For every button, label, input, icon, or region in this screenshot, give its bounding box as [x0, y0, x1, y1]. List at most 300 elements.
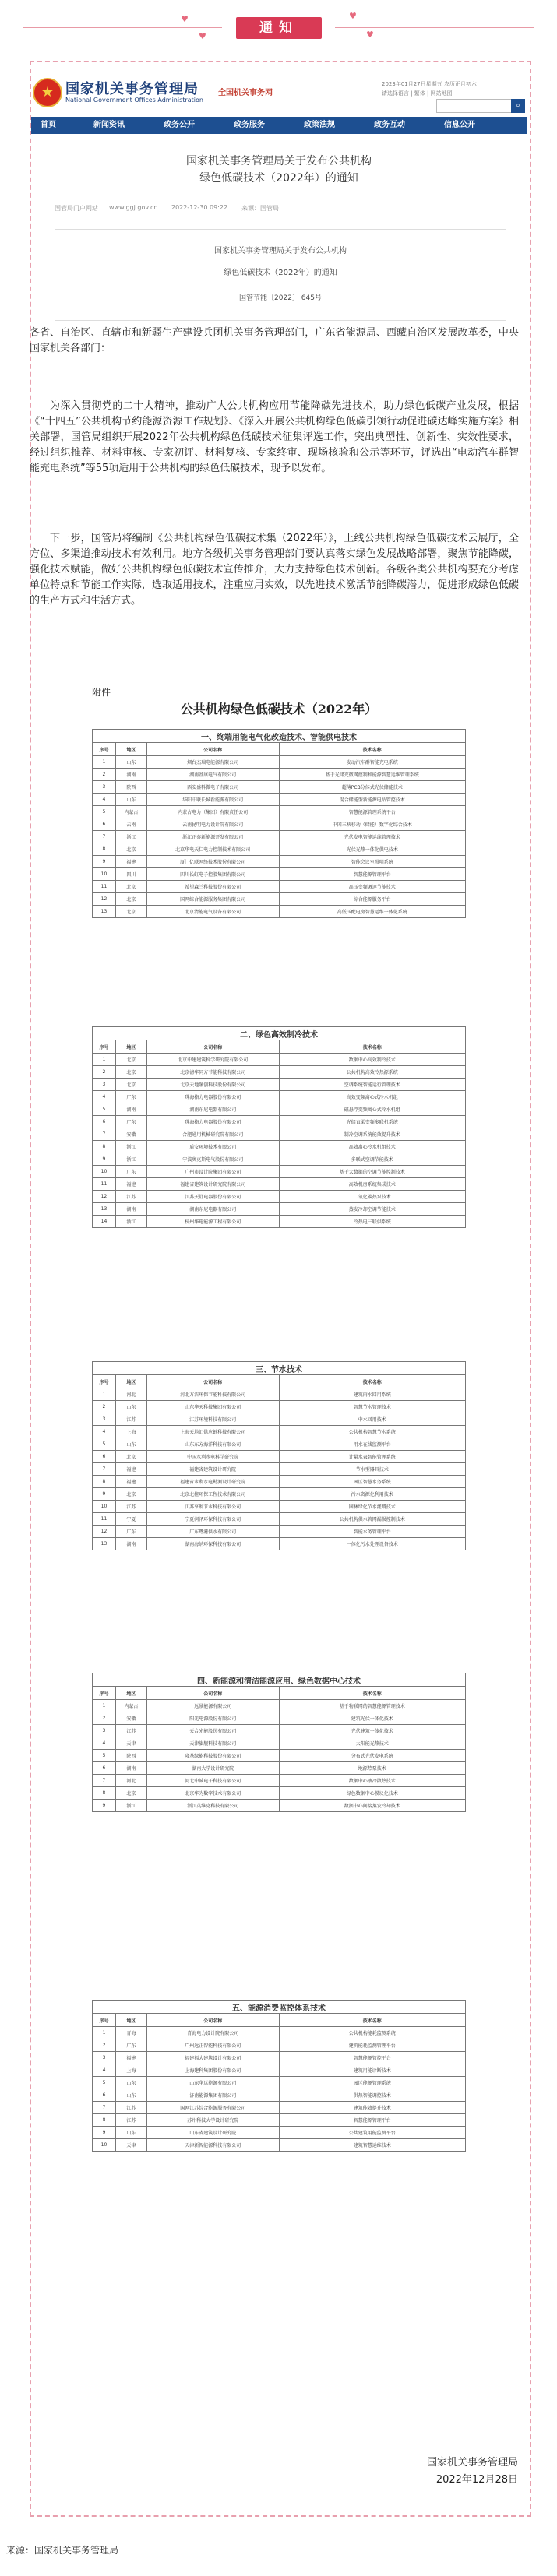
- table-row: [93, 1128, 466, 1141]
- table-cell: 烟台杰瑞电能源有限公司: [146, 756, 279, 769]
- heart-icon: ♥: [349, 11, 357, 21]
- table-cell: 北京: [115, 843, 146, 856]
- table-cell: 浙江: [115, 1800, 146, 1812]
- table-cell: 3: [93, 1413, 116, 1426]
- nav-item-news[interactable]: 新闻资讯: [93, 121, 125, 129]
- table-cell: 3: [93, 1725, 116, 1737]
- table-cell: 上海: [115, 2064, 146, 2077]
- table-cell: 2: [93, 2039, 116, 2052]
- table-row: [93, 1178, 466, 1191]
- table-cell: 安徽: [115, 1712, 146, 1725]
- table-cell: 青海电力设计院有限公司: [146, 2027, 279, 2039]
- table-cell: 基于大数据的空调节能控制技术: [279, 1166, 465, 1178]
- signature-block: [427, 2455, 518, 2489]
- table-cell: 6: [93, 2089, 116, 2102]
- table-cell: 智能水务管理平台: [279, 1526, 465, 1538]
- table-row: [93, 2114, 466, 2127]
- table-cell: 9: [93, 1153, 116, 1166]
- table-cell: 1: [93, 1388, 116, 1401]
- table-cell: 天合光能股份有限公司: [146, 1725, 279, 1737]
- table-cell: 希望森兰科技股份有限公司: [146, 881, 279, 893]
- table-row: [93, 1388, 466, 1401]
- table-cell: 合肥通用机械研究院有限公司: [146, 1128, 279, 1141]
- table-cell: 宁夏润泽环保科技有限公司: [146, 1513, 279, 1526]
- table-cell: 云南: [115, 818, 146, 831]
- nav-item-policy[interactable]: 政策法规: [304, 121, 335, 129]
- table-cell: 光伏建筑一体化技术: [279, 1725, 465, 1737]
- table-cell: 智慧能源管理平台: [279, 2114, 465, 2127]
- table-row: [93, 2064, 466, 2077]
- table-cell: 内蒙古: [115, 1700, 146, 1712]
- table-cell: 5: [93, 806, 116, 818]
- table-cell: 北京中建建筑科学研究院有限公司: [146, 1054, 279, 1066]
- table-row: [93, 1054, 466, 1066]
- table-cell: 2: [93, 769, 116, 781]
- table-cell: 6: [93, 818, 116, 831]
- table-cell: 绿色数据中心模块化技术: [279, 1787, 465, 1800]
- table-row: [93, 1091, 466, 1103]
- heart-icon: ♥: [366, 30, 374, 40]
- table-row: [93, 1426, 466, 1438]
- table-cell: 江苏: [115, 1191, 146, 1203]
- table-cell: 数据中心液冷散热技术: [279, 1775, 465, 1787]
- table-cell: 5: [93, 1750, 116, 1762]
- table-cell: 6: [93, 1116, 116, 1128]
- table-cell: 基于物联网的智慧能源管理技术: [279, 1700, 465, 1712]
- table-cell: 9: [93, 2127, 116, 2139]
- search-input[interactable]: [436, 99, 513, 113]
- table-cell: 发动汽车群智能充电系统: [279, 756, 465, 769]
- table-header-cell: 序号: [93, 1375, 116, 1388]
- table-row: [93, 806, 466, 818]
- table-cell: 山东: [115, 2089, 146, 2102]
- table-cell: 10: [93, 2139, 116, 2152]
- table-cell: 浙江英维克科技有限公司: [146, 1800, 279, 1812]
- table-cell: 智能会议室照明系统: [279, 856, 465, 868]
- table-row: [93, 1191, 466, 1203]
- table-caption: 一、终端用能电气化改造技术、智能供电技术: [93, 730, 466, 743]
- tech-table: [92, 1361, 466, 1550]
- table-cell: 数据中心高效制冷技术: [279, 1054, 465, 1066]
- table-cell: 高效机房系统集成技术: [279, 1178, 465, 1191]
- table-header-cell: 地区: [115, 1375, 146, 1388]
- table-cell: 4: [93, 1426, 116, 1438]
- table-cell: 广东: [115, 1091, 146, 1103]
- table-cell: 山东: [115, 1438, 146, 1451]
- sign-date: 2022年12月28日: [435, 2474, 518, 2486]
- table-cell: 5: [93, 2077, 116, 2089]
- table-cell: 计量水表智能管理系统: [279, 1451, 465, 1463]
- table-cell: 福建: [115, 1463, 146, 1476]
- table-row: [93, 2077, 466, 2089]
- table-cell: 7: [93, 831, 116, 843]
- table-cell: 浙江: [115, 831, 146, 843]
- table-cell: 北京: [115, 1451, 146, 1463]
- table-cell: 济南能源集团有限公司: [146, 2089, 279, 2102]
- table-row: [93, 1141, 466, 1153]
- table-row: [93, 1538, 466, 1550]
- table-cell: 浙江: [115, 1141, 146, 1153]
- search-icon[interactable]: ⌕: [511, 99, 525, 113]
- table-cell: 浙江: [115, 1216, 146, 1228]
- table-header-cell: 地区: [115, 2014, 146, 2027]
- table-header-cell: 技术名称: [279, 743, 465, 756]
- table-cell: 北京: [115, 1488, 146, 1501]
- table-cell: 江苏: [115, 2114, 146, 2127]
- table-cell: 青海: [115, 2027, 146, 2039]
- notice-banner: [0, 0, 557, 47]
- table-cell: 上海天地汇供应链科技有限公司: [146, 1426, 279, 1438]
- table-cell: 江苏: [115, 1413, 146, 1426]
- heart-icon: ♥: [181, 14, 189, 24]
- table-cell: 福建: [115, 1476, 146, 1488]
- table-cell: 中国三峡移动（储能）数字化综合技术: [279, 818, 465, 831]
- table-cell: 中水回用技术: [279, 1413, 465, 1426]
- table-cell: 建筑光伏一体化技术: [279, 1712, 465, 1725]
- table-row: [93, 1066, 466, 1079]
- divider: [335, 27, 534, 28]
- table-cell: 广州远正智能科技有限公司: [146, 2039, 279, 2052]
- table-row: [93, 2089, 466, 2102]
- table-cell: 湖南: [115, 1762, 146, 1775]
- table-cell: 建筑智慧运维技术: [279, 2139, 465, 2152]
- table-cell: 山东: [115, 1401, 146, 1413]
- table-header-cell: 公司名称: [146, 1040, 279, 1054]
- table-header-cell: 技术名称: [279, 1687, 465, 1700]
- header-info: 2023年01月27日星期五 农历正月初六 请选择语言 | 繁体 | 网站地图: [382, 81, 477, 97]
- heart-icon: ♥: [199, 31, 206, 41]
- table-header-cell: 技术名称: [279, 2014, 465, 2027]
- table-cell: 污水资源化利用技术: [279, 1488, 465, 1501]
- table-cell: 河北中诚电子科技有限公司: [146, 1775, 279, 1787]
- document-header-box: 国家机关事务管理局关于发布公共机构 绿色低碳技术（2022年）的通知 国管节能〔2022〕 645号: [55, 229, 506, 321]
- table-cell: 9: [93, 1488, 116, 1501]
- table-row: [93, 1725, 466, 1737]
- table-cell: 北京华为数字技术有限公司: [146, 1787, 279, 1800]
- table-cell: 智慧能源管理系统平台: [279, 806, 465, 818]
- table-header-cell: 序号: [93, 743, 116, 756]
- table-header-cell: 序号: [93, 2014, 116, 2027]
- table-row: [93, 906, 466, 918]
- table-cell: 国网江苏综合能源服务有限公司: [146, 2102, 279, 2114]
- table-cell: 江苏: [115, 2102, 146, 2114]
- table-cell: 湖南东尼电器有限公司: [146, 1103, 279, 1116]
- table-cell: 分布式光伏发电系统: [279, 1750, 465, 1762]
- table-cell: 2: [93, 1066, 116, 1079]
- table-cell: 河北: [115, 1775, 146, 1787]
- table-cell: 江苏亨利节水科技有限公司: [146, 1501, 279, 1513]
- table-cell: 超薄PCB分体式光伏储能技术: [279, 781, 465, 794]
- table-cell: 1: [93, 1700, 116, 1712]
- source-line: 来源：国家机关事务管理局: [6, 2545, 119, 2556]
- table-cell: 湖南: [115, 769, 146, 781]
- table-row: [93, 1203, 466, 1216]
- paragraph-body-1: 为深入贯彻党的二十大精神，推动广大公共机构应用节能降碳先进技术，助力绿色低碳产业发展，根据《“十四五”公共机构节约能源资源工作规划》、《深入开展公共机构绿色低碳引领行动促进碳达峰实施方案》相关部署，国管局组织开展2022年公共机构绿色低碳技术征集评选工作，突出典型性、创新性、实效性要求，经过组织推荐、材料审核、专家初评、材料复核、专家终审、现场核验和公示等环节，评选出“电动汽车群智能充电系统”等55项适用于公共机构的绿色低碳技术，现予以发布。: [30, 400, 519, 474]
- table-cell: 山东省建筑设计研究院: [146, 2127, 279, 2139]
- table-cell: 4: [93, 794, 116, 806]
- table-cell: 河北: [115, 1388, 146, 1401]
- table-cell: 北京: [115, 1787, 146, 1800]
- table-cell: 北京: [115, 1054, 146, 1066]
- table-cell: 5: [93, 1438, 116, 1451]
- table-row: [93, 781, 466, 794]
- table-header-cell: 地区: [115, 743, 146, 756]
- table-cell: 一体化污水处理设备技术: [279, 1538, 465, 1550]
- table-cell: 光储直柔变频多联机系统: [279, 1116, 465, 1128]
- table-cell: 安徽: [115, 1128, 146, 1141]
- table-cell: 1: [93, 2027, 116, 2039]
- appendix-label: 附件: [92, 687, 111, 698]
- table-cell: 阳光电源股份有限公司: [146, 1712, 279, 1725]
- table-cell: 上海建科集团股份有限公司: [146, 2064, 279, 2077]
- table-cell: 7: [93, 2102, 116, 2114]
- main-nav: [31, 117, 527, 134]
- table-cell: 建筑能耗监测管理平台: [279, 2039, 465, 2052]
- table-cell: 13: [93, 906, 116, 918]
- table-cell: 河北万洁环保节能科技有限公司: [146, 1388, 279, 1401]
- national-emblem-icon: ★: [33, 78, 62, 107]
- table-cell: 宁波奥克斯电气股份有限公司: [146, 1153, 279, 1166]
- table-row: [93, 1513, 466, 1526]
- table-cell: 智慧节水管理技术: [279, 1401, 465, 1413]
- table-row: [93, 1762, 466, 1775]
- table-cell: 北京: [115, 1079, 146, 1091]
- table-cell: 用水在线监测平台: [279, 1438, 465, 1451]
- divider: [23, 27, 222, 28]
- table-row: [93, 818, 466, 831]
- table-cell: 天津: [115, 1737, 146, 1750]
- table-cell: 湖南: [115, 1538, 146, 1550]
- table-cell: 湖南: [115, 1203, 146, 1216]
- table-cell: 智慧能源管理平台: [279, 868, 465, 881]
- table-cell: 天津: [115, 2139, 146, 2152]
- nav-item-gov-open[interactable]: 政务公开: [164, 121, 195, 129]
- table-row: [93, 1775, 466, 1787]
- table-cell: 公共建筑用能监测平台: [279, 2127, 465, 2139]
- table-cell: 数据中心间接蒸发冷却技术: [279, 1800, 465, 1812]
- table-cell: 10: [93, 1166, 116, 1178]
- table-cell: 建筑能效提升技术: [279, 2102, 465, 2114]
- table-cell: 北京: [115, 906, 146, 918]
- table-cell: 隆基绿能科技股份有限公司: [146, 1750, 279, 1762]
- table-cell: 湖南东尼电器有限公司: [146, 1203, 279, 1216]
- table-cell: 混合储能型新能源电站管控技术: [279, 794, 465, 806]
- table-cell: 江苏天舒电器股份有限公司: [146, 1191, 279, 1203]
- table-cell: 磁悬浮变频离心式冷水机组: [279, 1103, 465, 1116]
- table-cell: 2: [93, 1712, 116, 1725]
- table-cell: 6: [93, 1762, 116, 1775]
- table-row: [93, 1463, 466, 1476]
- table-cell: 1: [93, 1054, 116, 1066]
- table-cell: 北京: [115, 881, 146, 893]
- table-header-cell: 序号: [93, 1687, 116, 1700]
- table-cell: 公共机构供水管网漏损控制技术: [279, 1513, 465, 1526]
- table-caption: 二、绿色高效制冷技术: [93, 1027, 466, 1040]
- table-cell: 北京: [115, 893, 146, 906]
- table-row: [93, 1079, 466, 1091]
- table-row: [93, 1413, 466, 1426]
- table-cell: 山东: [115, 794, 146, 806]
- table-row: [93, 769, 466, 781]
- table-cell: 公共机构能耗监测系统: [279, 2027, 465, 2039]
- table-cell: 冷热电三联供系统: [279, 1216, 465, 1228]
- table-cell: 江苏环境科技有限公司: [146, 1413, 279, 1426]
- paragraph-body-2: 下一步，国管局将编制《公共机构绿色低碳技术集（2022年）》，上线公共机构绿色低碳技术云展厅，全方位、多渠道推动技术有效利用。地方各级机关事务管理部门要认真落实绿色发展战略部署，聚焦节能降碳，强化技术赋能，做好公共机构绿色低碳技术宣传推介，大力支持绿色技术创新。各级各类公共机构要充分考虑单位特点和节能工作实际，选取适用技术，注重应用实效，以先进技术激活节能降碳潜力，促进形成绿色低碳的生产方式和生活方式。: [30, 533, 519, 607]
- table-cell: 13: [93, 1203, 116, 1216]
- table-cell: 云南昆明电力设计院有限公司: [146, 818, 279, 831]
- table-row: [93, 2102, 466, 2114]
- table-cell: 4: [93, 2064, 116, 2077]
- table-cell: 山东华天科技集团有限公司: [146, 1401, 279, 1413]
- table-cell: 多联式空调节能技术: [279, 1153, 465, 1166]
- table-cell: 高效变频离心式冷水机组: [279, 1091, 465, 1103]
- table-cell: 9: [93, 1800, 116, 1812]
- table-cell: 福建省建筑设计研究院: [146, 1463, 279, 1476]
- table-cell: 广东: [115, 1526, 146, 1538]
- table-header-cell: 公司名称: [146, 2014, 279, 2027]
- table-row: [93, 756, 466, 769]
- table-cell: 山东: [115, 2077, 146, 2089]
- table-cell: 1: [93, 756, 116, 769]
- table-cell: 山东: [115, 756, 146, 769]
- table-cell: 天津新智能源科技有限公司: [146, 2139, 279, 2152]
- table-row: [93, 1501, 466, 1513]
- table-cell: 湖南大学设计研究院: [146, 1762, 279, 1775]
- table-row: [93, 2127, 466, 2139]
- nav-item-info[interactable]: 信息公开: [444, 121, 475, 129]
- table-cell: 基于光储充微网控制和能源智慧运维管理系统: [279, 769, 465, 781]
- table-row: [93, 856, 466, 868]
- table-cell: 11: [93, 1178, 116, 1191]
- tech-table: [92, 1673, 466, 1812]
- table-cell: 山东华远能源有限公司: [146, 2077, 279, 2089]
- table-cell: 天津旗舰科技有限公司: [146, 1737, 279, 1750]
- table-cell: 广东粤港供水有限公司: [146, 1526, 279, 1538]
- table-cell: 广东: [115, 1166, 146, 1178]
- table-cell: 北京清能电气设备有限公司: [146, 906, 279, 918]
- table-cell: 福建: [115, 1178, 146, 1191]
- table-cell: 13: [93, 1538, 116, 1550]
- table-cell: 供热智能调控技术: [279, 2089, 465, 2102]
- table-row: [93, 893, 466, 906]
- table-cell: 江苏: [115, 1725, 146, 1737]
- table-cell: 北京天地融创科技股份有限公司: [146, 1079, 279, 1091]
- table-row: [93, 1700, 466, 1712]
- table-cell: 6: [93, 1451, 116, 1463]
- table-cell: 北京: [115, 1066, 146, 1079]
- table-cell: 建筑雨水回用系统: [279, 1388, 465, 1401]
- table-cell: 广东: [115, 2039, 146, 2052]
- table-cell: 12: [93, 893, 116, 906]
- table-cell: 四川长虹电子控股集团有限公司: [146, 868, 279, 881]
- page-title: 国家机关事务管理局关于发布公共机构 绿色低碳技术（2022年）的通知: [186, 155, 372, 185]
- table-cell: 太阳能光热技术: [279, 1737, 465, 1750]
- table-row: [93, 1476, 466, 1488]
- table-cell: 福建省水利水电勘测设计研究院: [146, 1476, 279, 1488]
- table-row: [93, 1166, 466, 1178]
- table-cell: 园林绿化节水灌溉技术: [279, 1501, 465, 1513]
- table-row: [93, 1103, 466, 1116]
- table-row: [93, 1116, 466, 1128]
- table-cell: 12: [93, 1526, 116, 1538]
- table-header-cell: 地区: [115, 1687, 146, 1700]
- tech-table: [92, 2000, 466, 2152]
- table-caption: 五、能源消费监控体系技术: [93, 2001, 466, 2014]
- table-cell: 北京清华同方节能科技有限公司: [146, 1066, 279, 1079]
- nav-item-service[interactable]: 政务服务: [234, 121, 265, 129]
- table-cell: 8: [93, 1476, 116, 1488]
- table-cell: 4: [93, 1091, 116, 1103]
- table-cell: 北京北控环保工程技术有限公司: [146, 1488, 279, 1501]
- appendix-title: 公共机构绿色低碳技术（2022年）: [180, 702, 378, 716]
- table-cell: 节水型器具技术: [279, 1463, 465, 1476]
- table-cell: 宁夏: [115, 1513, 146, 1526]
- table-cell: 2: [93, 1401, 116, 1413]
- table-row: [93, 1712, 466, 1725]
- table-cell: 园区能源管理系统: [279, 2077, 465, 2089]
- table-header-cell: 公司名称: [146, 1375, 279, 1388]
- table-cell: 湖南基康电气有限公司: [146, 769, 279, 781]
- table-row: [93, 1438, 466, 1451]
- table-cell: 8: [93, 843, 116, 856]
- table-cell: 湖南海纳环保科技有限公司: [146, 1538, 279, 1550]
- table-cell: 国网综合能源服务集团有限公司: [146, 893, 279, 906]
- table-cell: 陕西: [115, 1750, 146, 1762]
- table-header-cell: 公司名称: [146, 743, 279, 756]
- table-cell: 二氧化碳热泵技术: [279, 1191, 465, 1203]
- table-cell: 14: [93, 1216, 116, 1228]
- table-cell: 10: [93, 868, 116, 881]
- table-cell: 广州市设计院集团有限公司: [146, 1166, 279, 1178]
- table-cell: 3: [93, 2052, 116, 2064]
- table-row: [93, 1526, 466, 1538]
- table-caption: 三、节水技术: [93, 1362, 466, 1375]
- table-cell: 公共机构高效冷热源系统: [279, 1066, 465, 1079]
- table-cell: 4: [93, 1737, 116, 1750]
- table-row: [93, 1401, 466, 1413]
- table-cell: 福建福大建筑设计有限公司: [146, 2052, 279, 2064]
- table-header-cell: 公司名称: [146, 1687, 279, 1700]
- site-title-en: National Government Offices Administration: [65, 97, 203, 104]
- table-cell: 光伏发电智能运维管理技术: [279, 831, 465, 843]
- table-cell: 地源热泵技术: [279, 1762, 465, 1775]
- table-row: [93, 1800, 466, 1812]
- table-cell: 3: [93, 1079, 116, 1091]
- table-cell: 北京华电天仁电力控制技术有限公司: [146, 843, 279, 856]
- table-cell: 珠海格力电器股份有限公司: [146, 1116, 279, 1128]
- site-tagline: 全国机关事务网: [218, 89, 273, 97]
- nav-item-interaction[interactable]: 政务互动: [374, 121, 405, 129]
- table-cell: 湖南: [115, 1103, 146, 1116]
- table-cell: 综合能源服务平台: [279, 893, 465, 906]
- table-row: [93, 794, 466, 806]
- paragraph-addressee: 各省、自治区、直辖市和新疆生产建设兵团机关事务管理部门，广东省能源局、西藏自治区发展改革委，中央国家机关各部门：: [30, 327, 519, 354]
- table-cell: 厦门亿联网络技术股份有限公司: [146, 856, 279, 868]
- table-cell: 制冷空调系统能效提升技术: [279, 1128, 465, 1141]
- table-cell: 福建省建筑设计研究院有限公司: [146, 1178, 279, 1191]
- table-row: [93, 2052, 466, 2064]
- table-cell: 中国水利水电科学研究院: [146, 1451, 279, 1463]
- table-cell: 高压变频调速节能技术: [279, 881, 465, 893]
- table-cell: 7: [93, 1128, 116, 1141]
- table-cell: 上海: [115, 1426, 146, 1438]
- table-cell: 江苏: [115, 1501, 146, 1513]
- nav-item-home[interactable]: 首页: [41, 121, 56, 129]
- table-cell: 广东: [115, 1116, 146, 1128]
- table-cell: 11: [93, 881, 116, 893]
- table-row: [93, 1488, 466, 1501]
- table-cell: 空调系统智能运行管理技术: [279, 1079, 465, 1091]
